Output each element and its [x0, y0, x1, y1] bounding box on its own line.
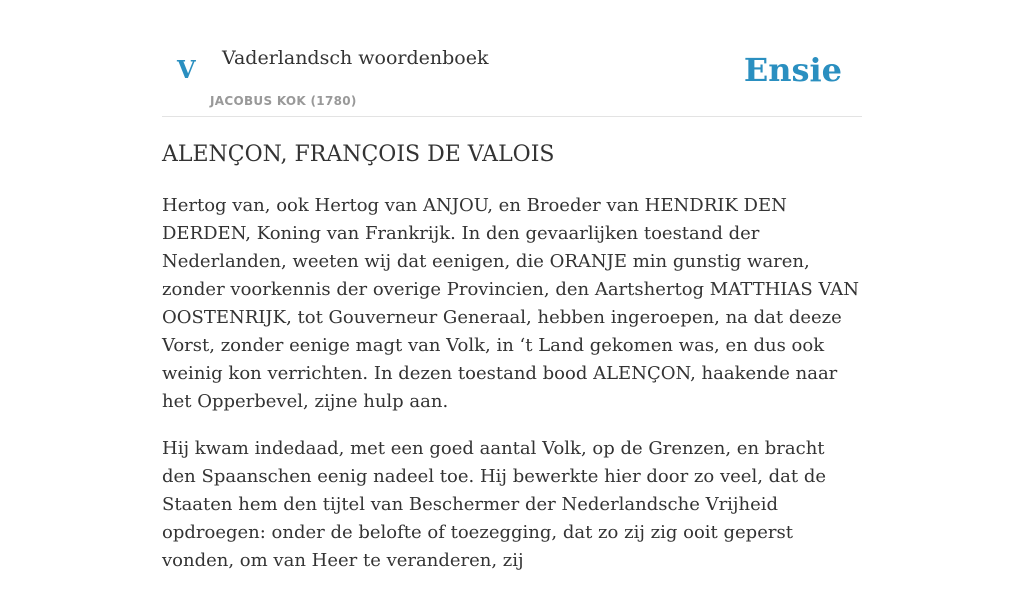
entry-paragraph: Hij kwam indedaad, met een goed aantal Volk, op de Grenzen, en bracht den Spaanschen eenig nadeel toe. Hij bewerkte hier door zo veel, dat de Staaten hem den tijtel van Beschermer der Nederlandsche Vrijheid opdroegen: onder de belofte of toezegging, dat zo zij zig ooit geperst vonden, om van Heer te veranderen, zij — [162, 438, 827, 571]
ensie-logo[interactable]: Ensie — [743, 51, 842, 89]
dictionary-title-link[interactable]: Vaderlandsch woordenboek — [222, 47, 489, 69]
dictionary-header — [162, 0, 862, 117]
entry-body — [162, 192, 862, 594]
entry-title: ALENÇON, FRANÇOIS DE VALOIS — [162, 142, 555, 167]
dictionary-letter-badge[interactable]: V — [177, 55, 196, 84]
dictionary-author: JACOBUS KOK (1780) — [210, 94, 357, 108]
entry-paragraph: Hertog van, ook Hertog van ANJOU, en Broeder van HENDRIK DEN DERDEN, Koning van Frankrijk. In den gevaarlijken toestand der Nederlanden, weeten wij dat eenigen, die ORANJE min gunstig waren, zonder voorkennis der overige Provincien, den Aartshertog MATTHIAS VAN OOSTENRIJK, tot Gouverneur Generaal, hebben ingeroepen, na dat deeze Vorst, zonder eenige magt van Volk, in ‘t Land gekomen was, en dus ook weinig kon verrichten. In dezen toestand bood ALENÇON, haakende naar het Opperbevel, zijne hulp aan. — [162, 195, 859, 412]
